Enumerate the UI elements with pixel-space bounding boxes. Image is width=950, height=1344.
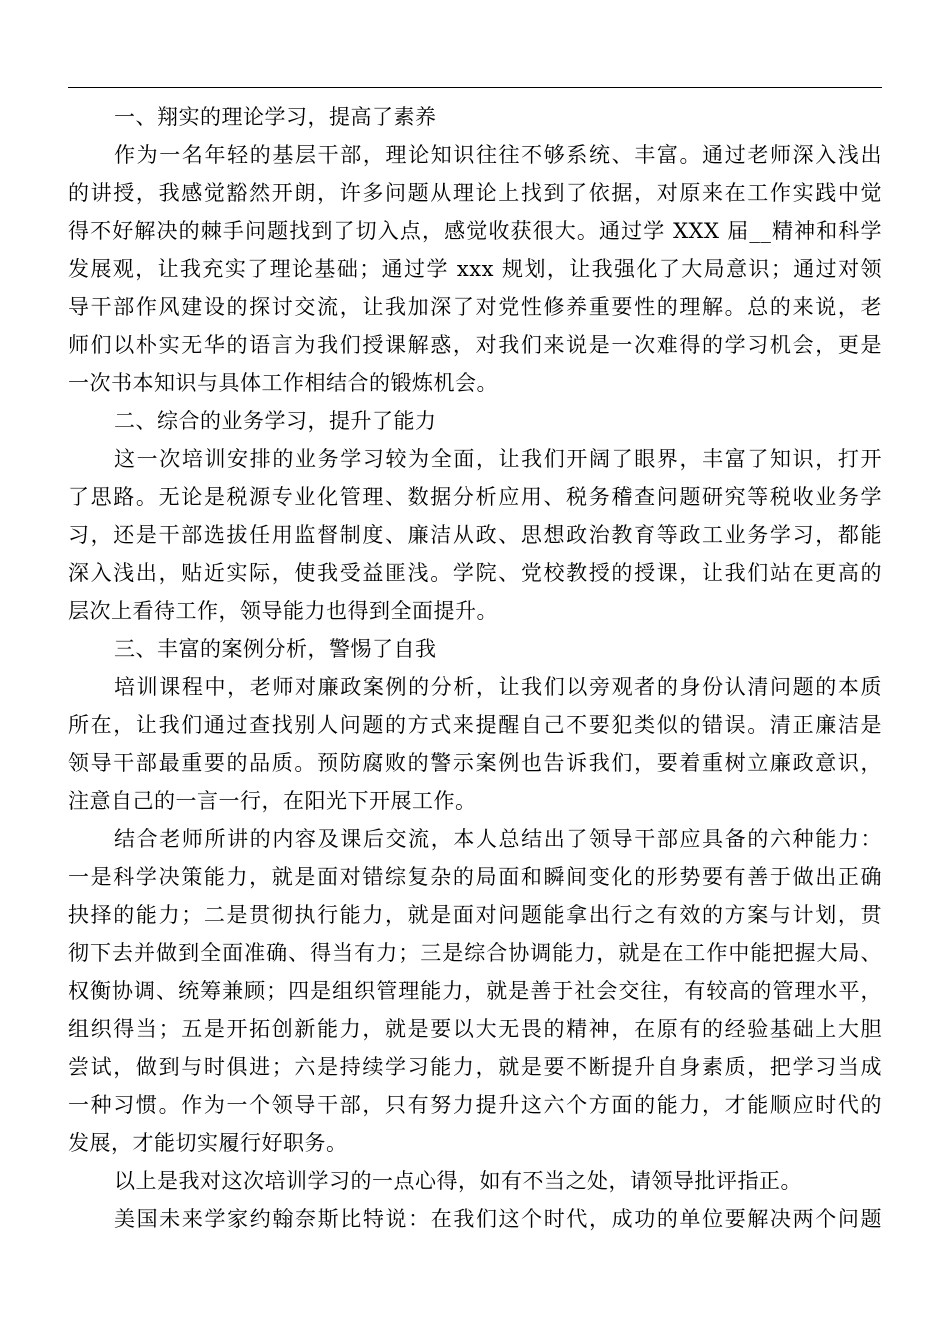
- paragraph-line: 这一次培训安排的业务学习较为全面，让我们开阔了眼界，丰富了知识，打开: [114, 447, 882, 471]
- paragraph-line: 深入浅出，贴近实际，使我受益匪浅。学院、党校教授的授课，让我们站在更高的: [68, 561, 882, 585]
- paragraph-line: 以上是我对这次培训学习的一点心得，如有不当之处，请领导批评指正。: [114, 1169, 802, 1193]
- document-body: [68, 98, 882, 1238]
- paragraph-line: 抉择的能力；二是贯彻执行能力，就是面对问题能拿出行之有效的方案与计划，贯: [68, 903, 882, 927]
- paragraph-line: 导干部作风建设的探讨交流，让我加深了对党性修养重要性的理解。总的来说，老: [68, 295, 882, 319]
- paragraph-line: 了思路。无论是税源专业化管理、数据分析应用、税务稽查问题研究等税收业务学: [68, 485, 882, 509]
- paragraph-line: 培训课程中，老师对廉政案例的分析，让我们以旁观者的身份认清问题的本质: [114, 675, 882, 699]
- section-heading-1: 一、翔实的理论学习，提高了素养: [114, 105, 437, 129]
- paragraph-line: 的讲授，我感觉豁然开朗，许多问题从理论上找到了依据，对原来在工作实践中觉: [68, 181, 882, 205]
- paragraph-line: 发展，才能切实履行好职务。: [68, 1131, 348, 1155]
- paragraph-line: 美国未来学家约翰奈斯比特说：在我们这个时代，成功的单位要解决两个问题: [114, 1207, 882, 1231]
- section-heading-2: 二、综合的业务学习，提升了能力: [114, 409, 437, 433]
- paragraph-line: 尝试，做到与时俱进；六是持续学习能力，就是要不断提升自身素质，把学习当成: [68, 1055, 882, 1079]
- paragraph-line: 师们以朴实无华的语言为我们授课解惑，对我们来说是一次难得的学习机会，更是: [68, 333, 882, 357]
- paragraph-line: 结合老师所讲的内容及课后交流，本人总结出了领导干部应具备的六种能力：: [114, 827, 882, 851]
- paragraph-line: 层次上看待工作，领导能力也得到全面提升。: [68, 599, 498, 623]
- paragraph-line: 领导干部最重要的品质。预防腐败的警示案例也告诉我们，要着重树立廉政意识，: [68, 751, 882, 775]
- header-rule: [68, 87, 882, 88]
- paragraph-line: 习，还是干部选拔任用监督制度、廉洁从政、思想政治教育等政工业务学习，都能: [68, 523, 882, 547]
- paragraph-line: 一次书本知识与具体工作相结合的锻炼机会。: [68, 371, 498, 395]
- paragraph-line: 得不好解决的棘手问题找到了切入点，感觉收获很大。通过学 XXX 届__精神和科学: [68, 219, 882, 243]
- section-heading-3: 三、丰富的案例分析，警惕了自我: [114, 637, 437, 661]
- paragraph-line: 注意自己的一言一行，在阳光下开展工作。: [68, 789, 477, 813]
- paragraph-line: 权衡协调、统筹兼顾；四是组织管理能力，就是善于社会交往，有较高的管理水平，: [68, 979, 882, 1003]
- paragraph-line: 作为一名年轻的基层干部，理论知识往往不够系统、丰富。通过老师深入浅出: [114, 143, 882, 167]
- paragraph-line: 彻下去并做到全面准确、得当有力；三是综合协调能力，就是在工作中能把握大局、: [68, 941, 882, 965]
- paragraph-line: 所在，让我们通过查找别人问题的方式来提醒自己不要犯类似的错误。清正廉洁是: [68, 713, 882, 737]
- paragraph-line: 一种习惯。作为一个领导干部，只有努力提升这六个方面的能力，才能顺应时代的: [68, 1093, 882, 1117]
- paragraph-line: 组织得当；五是开拓创新能力，就是要以大无畏的精神，在原有的经验基础上大胆: [68, 1017, 882, 1041]
- paragraph-line: 发展观，让我充实了理论基础；通过学 xxx 规划，让我强化了大局意识；通过对领: [68, 257, 882, 281]
- paragraph-line: 一是科学决策能力，就是面对错综复杂的局面和瞬间变化的形势要有善于做出正确: [68, 865, 882, 889]
